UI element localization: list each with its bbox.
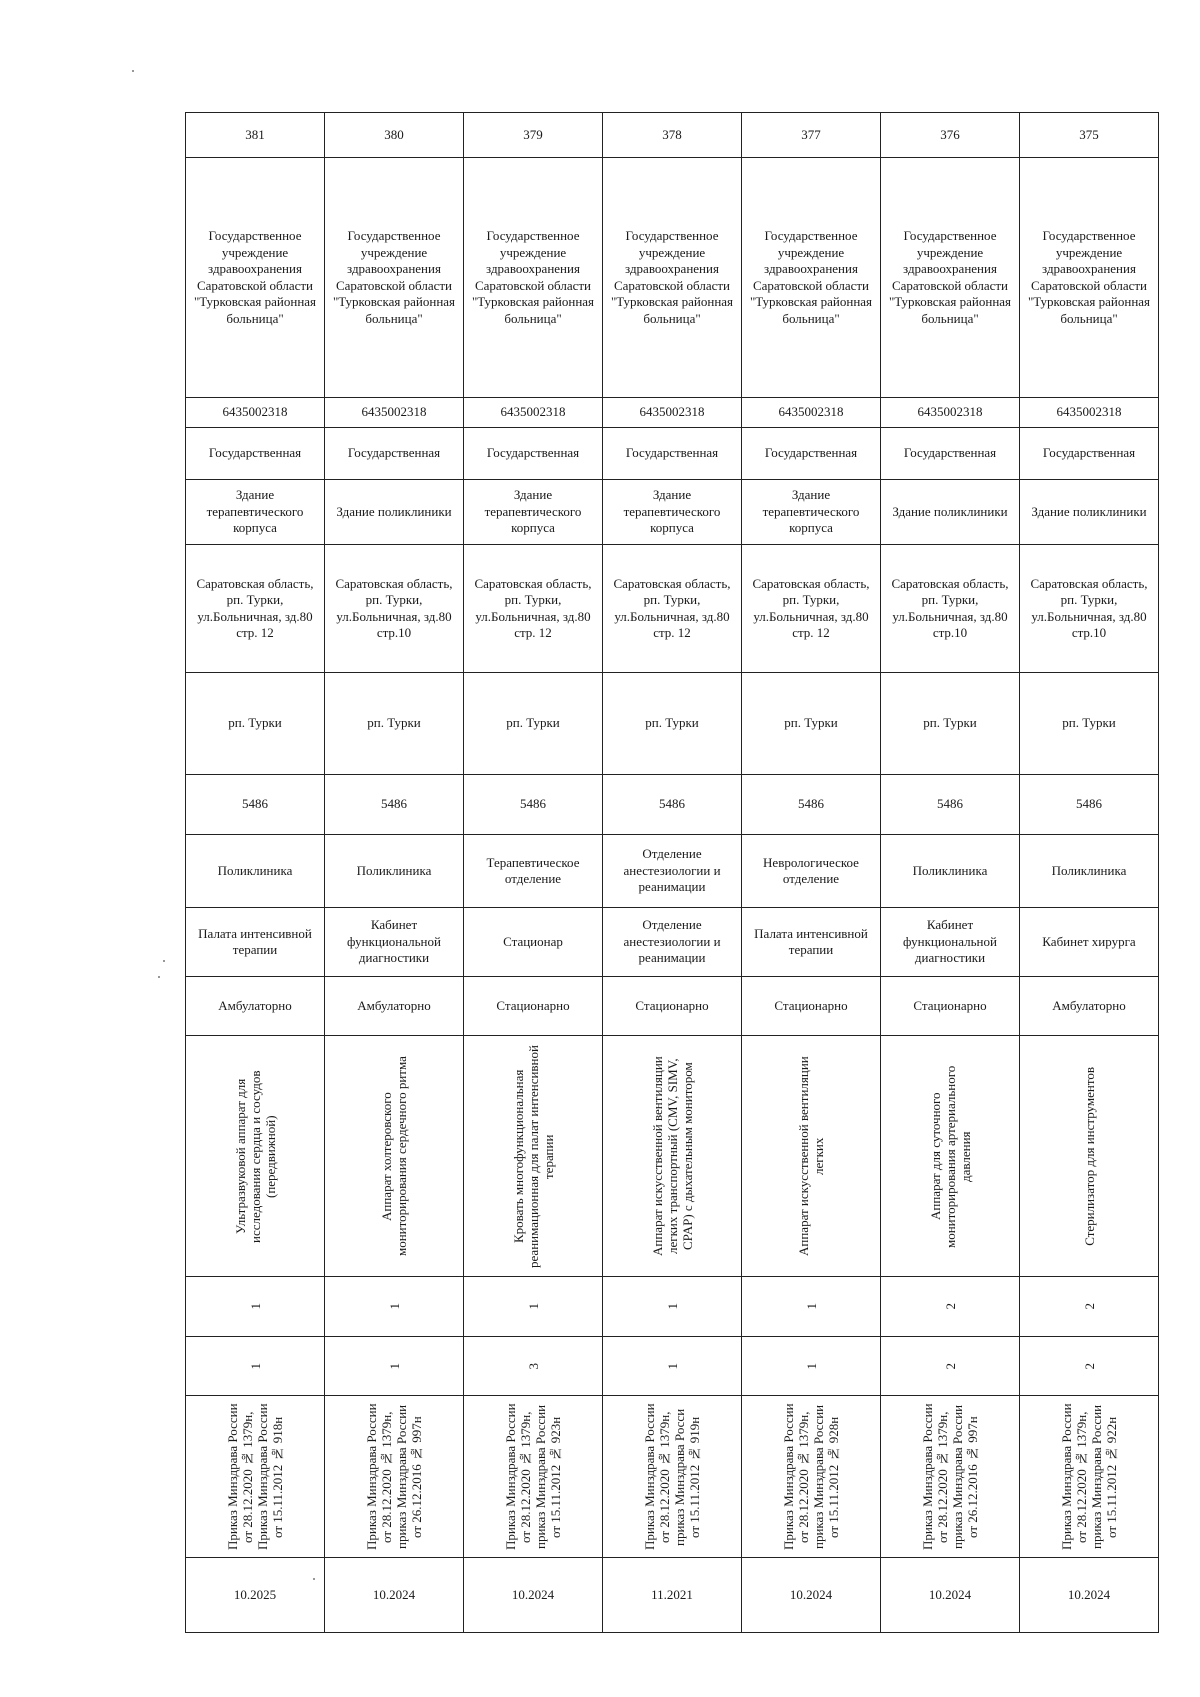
cell-equipment xyxy=(1020,1036,1159,1277)
row-care-form xyxy=(186,977,1159,1036)
cell-regulation xyxy=(1020,1396,1159,1558)
cell-qty-b xyxy=(742,1337,881,1396)
cell-locality: рп. Турки xyxy=(464,673,603,775)
cell-room: Палата интенсивной терапии xyxy=(186,908,325,977)
cell-organization: Государственное учреждение здравоохранения Саратовской области "Турковская районная больница" xyxy=(881,158,1020,398)
qty-a-text: 1 xyxy=(525,1303,541,1310)
cell-room: Кабинет функциональной диагностики xyxy=(881,908,1020,977)
regulation-text: Приказ Минздрава России от 28.12.2020 № 1379н, приказ Минздрава России от 15.11.2012 № 923н xyxy=(503,1403,563,1550)
cell-care-form: Стационарно xyxy=(742,977,881,1036)
cell-inn: 6435002318 xyxy=(325,398,464,428)
cell-address: Саратовская область, рп. Турки, ул.Больничная, зд.80 стр. 12 xyxy=(464,545,603,673)
cell-care-form: Амбулаторно xyxy=(325,977,464,1036)
cell-department: Неврологическое отделение xyxy=(742,835,881,908)
cell-building: Здание терапевтического корпуса xyxy=(603,480,742,545)
cell-care-form: Амбулаторно xyxy=(186,977,325,1036)
cell-address: Саратовская область, рп. Турки, ул.Больничная, зд.80 стр.10 xyxy=(881,545,1020,673)
cell-organization: Государственное учреждение здравоохранения Саратовской области "Турковская районная больница" xyxy=(1020,158,1159,398)
cell-inn: 6435002318 xyxy=(1020,398,1159,428)
cell-population: 5486 xyxy=(881,775,1020,835)
cell-inn: 6435002318 xyxy=(603,398,742,428)
cell-qty-b xyxy=(603,1337,742,1396)
cell-address: Саратовская область, рп. Турки, ул.Больничная, зд.80 стр.10 xyxy=(325,545,464,673)
cell-date: 10.2024 xyxy=(881,1558,1020,1633)
qty-b-text: 1 xyxy=(803,1362,819,1370)
cell-inn: 6435002318 xyxy=(881,398,1020,428)
equipment-text: Ультразвуковой аппарат для исследования сердца и сосудов (передвижной) xyxy=(232,1069,278,1243)
row-address xyxy=(186,545,1159,673)
qty-b-text: 2 xyxy=(942,1362,958,1370)
cell-care-form: Стационарно xyxy=(881,977,1020,1036)
row-room xyxy=(186,908,1159,977)
equipment-text: Аппарат холтеровского мониторирования сердечного ритма xyxy=(379,1056,409,1256)
cell-inn: 6435002318 xyxy=(464,398,603,428)
cell-qty-a xyxy=(1020,1277,1159,1337)
cell-date: 11.2021 xyxy=(603,1558,742,1633)
scan-speck xyxy=(132,70,134,72)
cell-building: Здание терапевтического корпуса xyxy=(464,480,603,545)
cell-qty-a xyxy=(186,1277,325,1337)
cell-population: 5486 xyxy=(464,775,603,835)
cell-equipment xyxy=(186,1036,325,1277)
qty-b-text: 2 xyxy=(1081,1362,1097,1370)
cell-locality: рп. Турки xyxy=(881,673,1020,775)
equipment-text: Стерилизатор для инструментов xyxy=(1081,1066,1097,1246)
cell-locality: рп. Турки xyxy=(325,673,464,775)
cell-ownership: Государственная xyxy=(464,428,603,480)
cell-care-form: Стационарно xyxy=(603,977,742,1036)
cell-organization: Государственное учреждение здравоохранения Саратовской области "Турковская районная больница" xyxy=(464,158,603,398)
cell-number: 380 xyxy=(325,113,464,158)
regulation-text: Приказ Минздрава России от 28.12.2020 № 1379н, приказ Минздрава России от 26.12.2016 № 997н xyxy=(920,1403,980,1550)
cell-organization: Государственное учреждение здравоохранения Саратовской области "Турковская районная больница" xyxy=(742,158,881,398)
cell-care-form: Стационарно xyxy=(464,977,603,1036)
qty-b-text: 3 xyxy=(525,1362,541,1370)
cell-room: Отделение анестезиологии и реанимации xyxy=(603,908,742,977)
qty-a-text: 2 xyxy=(942,1303,958,1310)
cell-regulation xyxy=(186,1396,325,1558)
cell-qty-a xyxy=(603,1277,742,1337)
cell-inn: 6435002318 xyxy=(186,398,325,428)
cell-equipment xyxy=(464,1036,603,1277)
cell-qty-b xyxy=(464,1337,603,1396)
row-inn xyxy=(186,398,1159,428)
cell-room: Кабинет хирурга xyxy=(1020,908,1159,977)
cell-ownership: Государственная xyxy=(1020,428,1159,480)
row-quantity-a xyxy=(186,1277,1159,1337)
qty-a-text: 1 xyxy=(386,1303,402,1310)
qty-b-text: 1 xyxy=(664,1362,680,1370)
cell-organization: Государственное учреждение здравоохранения Саратовской области "Турковская районная больница" xyxy=(325,158,464,398)
scan-speck xyxy=(158,976,160,978)
regulation-text: Приказ Минздрава России от 28.12.2020 № 1379н, Приказ Минздрава России от 15.11.2012 № 918н xyxy=(225,1403,285,1550)
cell-department: Терапевтическое отделение xyxy=(464,835,603,908)
cell-address: Саратовская область, рп. Турки, ул.Больничная, зд.80 стр. 12 xyxy=(186,545,325,673)
qty-a-text: 2 xyxy=(1081,1303,1097,1310)
cell-address: Саратовская область, рп. Турки, ул.Больничная, зд.80 стр.10 xyxy=(1020,545,1159,673)
cell-ownership: Государственная xyxy=(881,428,1020,480)
qty-a-text: 1 xyxy=(803,1303,819,1310)
cell-locality: рп. Турки xyxy=(186,673,325,775)
regulation-text: Приказ Минздрава России от 28.12.2020 № 1379н, приказ Минздрава России от 15.11.2012 № 928н xyxy=(781,1403,841,1550)
cell-building: Здание терапевтического корпуса xyxy=(742,480,881,545)
cell-regulation xyxy=(881,1396,1020,1558)
cell-department: Поликлиника xyxy=(1020,835,1159,908)
cell-date: 10.2024 xyxy=(464,1558,603,1633)
cell-qty-a xyxy=(742,1277,881,1337)
cell-regulation xyxy=(603,1396,742,1558)
cell-equipment xyxy=(881,1036,1020,1277)
equipment-text: Кровать многофункциональная реанимационная для палат интенсивной терапии xyxy=(510,1044,556,1268)
cell-number: 376 xyxy=(881,113,1020,158)
document-table xyxy=(185,112,1159,1633)
equipment-text: Аппарат для суточного мониторирования артериального давления xyxy=(927,1064,973,1248)
cell-regulation xyxy=(742,1396,881,1558)
cell-equipment xyxy=(603,1036,742,1277)
scan-speck xyxy=(163,960,165,962)
regulation-text: Приказ Минздрава России от 28.12.2020 № 1379н, приказ Минздрава России от 26.12.2016 № 997н xyxy=(364,1403,424,1550)
row-department xyxy=(186,835,1159,908)
cell-qty-a xyxy=(881,1277,1020,1337)
cell-department: Поликлиника xyxy=(186,835,325,908)
cell-locality: рп. Турки xyxy=(1020,673,1159,775)
cell-care-form: Амбулаторно xyxy=(1020,977,1159,1036)
cell-room: Стационар xyxy=(464,908,603,977)
cell-population: 5486 xyxy=(603,775,742,835)
cell-ownership: Государственная xyxy=(186,428,325,480)
cell-ownership: Государственная xyxy=(742,428,881,480)
cell-inn: 6435002318 xyxy=(742,398,881,428)
row-locality xyxy=(186,673,1159,775)
cell-department: Поликлиника xyxy=(881,835,1020,908)
cell-number: 378 xyxy=(603,113,742,158)
qty-b-text: 1 xyxy=(386,1362,402,1370)
equipment-text: Аппарат искусственной вентиляции легких транспортный (CMV, SIMV, CPAP) с дыхательным монитором xyxy=(649,1056,695,1256)
cell-population: 5486 xyxy=(186,775,325,835)
cell-number: 379 xyxy=(464,113,603,158)
cell-qty-b xyxy=(186,1337,325,1396)
cell-equipment xyxy=(325,1036,464,1277)
regulation-text: Приказ Минздрава России от 28.12.2020 № 1379н, приказ Минздрава России от 15.11.2012 № 922н xyxy=(1059,1403,1119,1550)
qty-a-text: 1 xyxy=(247,1303,263,1310)
cell-qty-a xyxy=(325,1277,464,1337)
cell-population: 5486 xyxy=(1020,775,1159,835)
cell-room: Кабинет функциональной диагностики xyxy=(325,908,464,977)
cell-date: 10.2024 xyxy=(1020,1558,1159,1633)
cell-locality: рп. Турки xyxy=(603,673,742,775)
cell-locality: рп. Турки xyxy=(742,673,881,775)
cell-number: 377 xyxy=(742,113,881,158)
row-building xyxy=(186,480,1159,545)
cell-department: Поликлиника xyxy=(325,835,464,908)
cell-qty-b xyxy=(325,1337,464,1396)
row-equipment xyxy=(186,1036,1159,1277)
scan-speck xyxy=(313,1578,315,1580)
cell-department: Отделение анестезиологии и реанимации xyxy=(603,835,742,908)
cell-qty-b xyxy=(1020,1337,1159,1396)
row-population xyxy=(186,775,1159,835)
cell-regulation xyxy=(464,1396,603,1558)
cell-building: Здание терапевтического корпуса xyxy=(186,480,325,545)
cell-organization: Государственное учреждение здравоохранения Саратовской области "Турковская районная больница" xyxy=(186,158,325,398)
cell-room: Палата интенсивной терапии xyxy=(742,908,881,977)
cell-building: Здание поликлиники xyxy=(881,480,1020,545)
row-date xyxy=(186,1558,1159,1633)
cell-organization: Государственное учреждение здравоохранения Саратовской области "Турковская районная больница" xyxy=(603,158,742,398)
cell-number: 375 xyxy=(1020,113,1159,158)
row-ownership xyxy=(186,428,1159,480)
regulation-text: Приказ Минздрава России от 28.12.2020 № 1379н, приказ Минздрава Росси от 15.11.2012 № 919н xyxy=(642,1403,702,1550)
cell-date: 10.2024 xyxy=(742,1558,881,1633)
cell-qty-b xyxy=(881,1337,1020,1396)
cell-building: Здание поликлиники xyxy=(1020,480,1159,545)
cell-ownership: Государственная xyxy=(603,428,742,480)
equipment-text: Аппарат искусственной вентиляции легких xyxy=(796,1056,826,1256)
cell-address: Саратовская область, рп. Турки, ул.Больничная, зд.80 стр. 12 xyxy=(742,545,881,673)
qty-b-text: 1 xyxy=(247,1362,263,1370)
row-regulation xyxy=(186,1396,1159,1558)
cell-address: Саратовская область, рп. Турки, ул.Больничная, зд.80 стр. 12 xyxy=(603,545,742,673)
row-quantity-b xyxy=(186,1337,1159,1396)
cell-date: 10.2025 xyxy=(186,1558,325,1633)
cell-equipment xyxy=(742,1036,881,1277)
qty-a-text: 1 xyxy=(664,1303,680,1310)
cell-population: 5486 xyxy=(325,775,464,835)
row-number xyxy=(186,113,1159,158)
cell-ownership: Государственная xyxy=(325,428,464,480)
cell-date: 10.2024 xyxy=(325,1558,464,1633)
cell-number: 381 xyxy=(186,113,325,158)
cell-building: Здание поликлиники xyxy=(325,480,464,545)
cell-qty-a xyxy=(464,1277,603,1337)
cell-regulation xyxy=(325,1396,464,1558)
row-organization xyxy=(186,158,1159,398)
cell-population: 5486 xyxy=(742,775,881,835)
